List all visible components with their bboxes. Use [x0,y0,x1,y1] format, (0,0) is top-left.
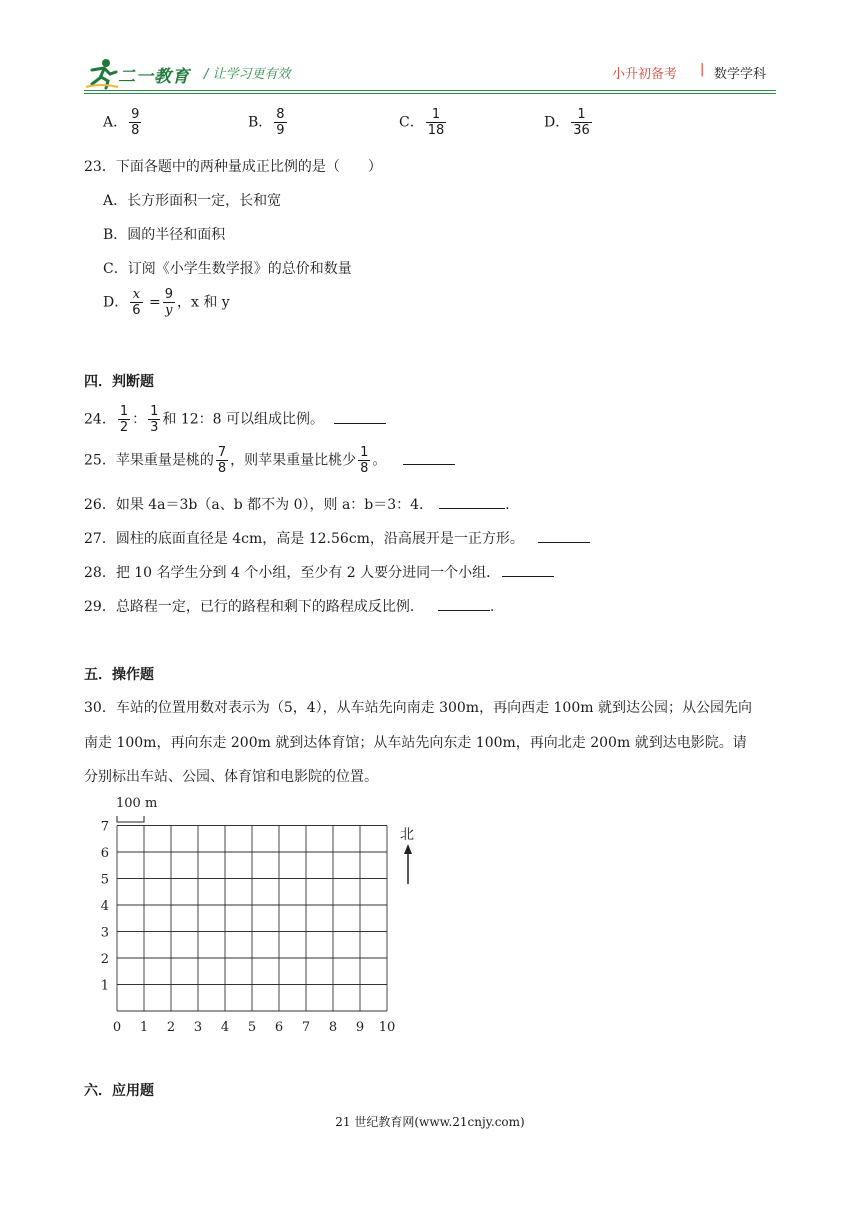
coordinate-grid [96,792,416,1042]
footer: 21 世纪教育网(www.21cnjy.com) [335,1115,525,1129]
answer-blank[interactable] [334,409,386,424]
x-tick-label: 5 [247,1020,257,1035]
y-tick-label: 7 [100,819,109,835]
fraction: $\frac{1}{18}$ [427,107,445,138]
fraction: $\frac{9}{8}$ [131,107,140,138]
x-tick-label: 1 [139,1020,149,1035]
fraction: $\frac{1}{2}$ [119,404,129,435]
x-tick-label: 10 [378,1020,396,1035]
q22-option-d: D． $\frac{1}{36}$ [544,107,590,138]
q24: 24． $\frac{1}{2}$ ： $\frac{1}{3}$ 和 12：8 可以组成比例。 [84,404,386,435]
y-tick-label: 2 [100,952,109,967]
y-tick-label: 4 [100,899,109,914]
x-tick-label: 8 [328,1020,338,1035]
header-rule-2 [84,93,776,94]
fraction: $\frac{1}{36}$ [573,107,590,138]
north-label: 北 [400,827,414,843]
scale-bar [116,796,157,822]
q30-line-2: 南走 100m，再向东走 200m 就到达体育馆；从车站先向东走 100m，再向北走 200m 就到达电影院。请 [84,735,747,751]
q23-option-b: B．圆的半径和面积 [103,227,226,243]
header-separator: | [700,62,705,77]
header-subject: 数学学科 [714,67,767,82]
q28: 28．把 10 名学生分到 4 个小组，至少有 2 人要分进同一个小组． [84,562,554,582]
x-tick-label: 7 [301,1020,311,1035]
y-axis-ticks [101,820,109,994]
q27: 27．圆柱的底面直径是 4cm，高是 12.56cm，沿高展开是一正方形。 [84,528,590,548]
answer-blank[interactable] [438,596,490,611]
section-heading-6: 六．应用题 [84,1083,154,1099]
x-tick-label: 6 [274,1020,284,1035]
fraction: $\frac{9}{y}$ [164,287,173,318]
fraction: $\frac{x}{6}$ [132,287,141,318]
y-tick-label: 3 [100,925,109,941]
section-heading-5: 五．操作题 [84,667,154,683]
slogan: / 让学习更有效 [204,67,291,82]
x-tick-label: 2 [166,1020,176,1035]
north-arrow-icon [400,827,414,884]
logo-text: 二一教育 [118,67,190,87]
q23-option-a: A．长方形面积一定，长和宽 [103,193,282,209]
q30-line-3: 分别标出车站、公园、体育馆和电影院的位置。 [84,769,378,785]
q23-option-c: C．订阅《小学生数学报》的总价和数量 [103,261,352,277]
q30-line-1: 30．车站的位置用数对表示为（5，4），从车站先向南走 300m，再向西走 100m 就到达公园；从公园先向 [84,700,752,716]
fraction: $\frac{7}{8}$ [217,445,227,476]
y-tick-label: 1 [100,978,109,994]
fraction: $\frac{1}{8}$ [360,445,369,476]
header-category: 小升初备考 [612,67,678,82]
q22-option-b: B． $\frac{8}{9}$ [248,107,285,138]
q26: 26．如果 4a＝3b（a、b 都不为 0），则 a：b＝3：4． . [84,494,510,514]
q23-option-d: D． $\frac{x}{6}$ = $\frac{9}{y}$ ，x 和 y [103,287,230,318]
answer-blank[interactable] [502,562,554,577]
x-tick-label: 3 [193,1020,203,1035]
answer-blank[interactable] [403,450,455,465]
fraction: $\frac{8}{9}$ [276,107,285,138]
q23-stem: 23．下面各题中的两种量成正比例的是（ ） [84,159,382,175]
runner-icon [84,56,120,90]
x-tick-label: 4 [220,1020,230,1035]
q29: 29．总路程一定，已行的路程和剩下的路程成反比例． . [84,596,494,616]
x-axis-ticks [113,1020,395,1035]
section-heading-4: 四．判断题 [84,374,154,390]
q22-option-a: A． $\frac{9}{8}$ [103,107,140,138]
fraction: $\frac{1}{3}$ [150,404,159,435]
answer-blank[interactable] [439,494,505,509]
y-tick-label: 5 [100,872,109,888]
y-tick-label: 6 [100,846,109,861]
q25: 25．苹果重量是桃的 $\frac{7}{8}$ ，则苹果重量比桃少 $\frac{1}{8}$ 。 [84,445,455,476]
grid-lines [117,826,387,1012]
scale-label: 100 m [116,796,158,811]
x-tick-label: 0 [112,1020,122,1035]
header-rule [84,90,776,91]
answer-blank[interactable] [538,528,590,543]
q22-option-c: C． $\frac{1}{18}$ [399,107,445,138]
x-tick-label: 9 [355,1020,365,1035]
